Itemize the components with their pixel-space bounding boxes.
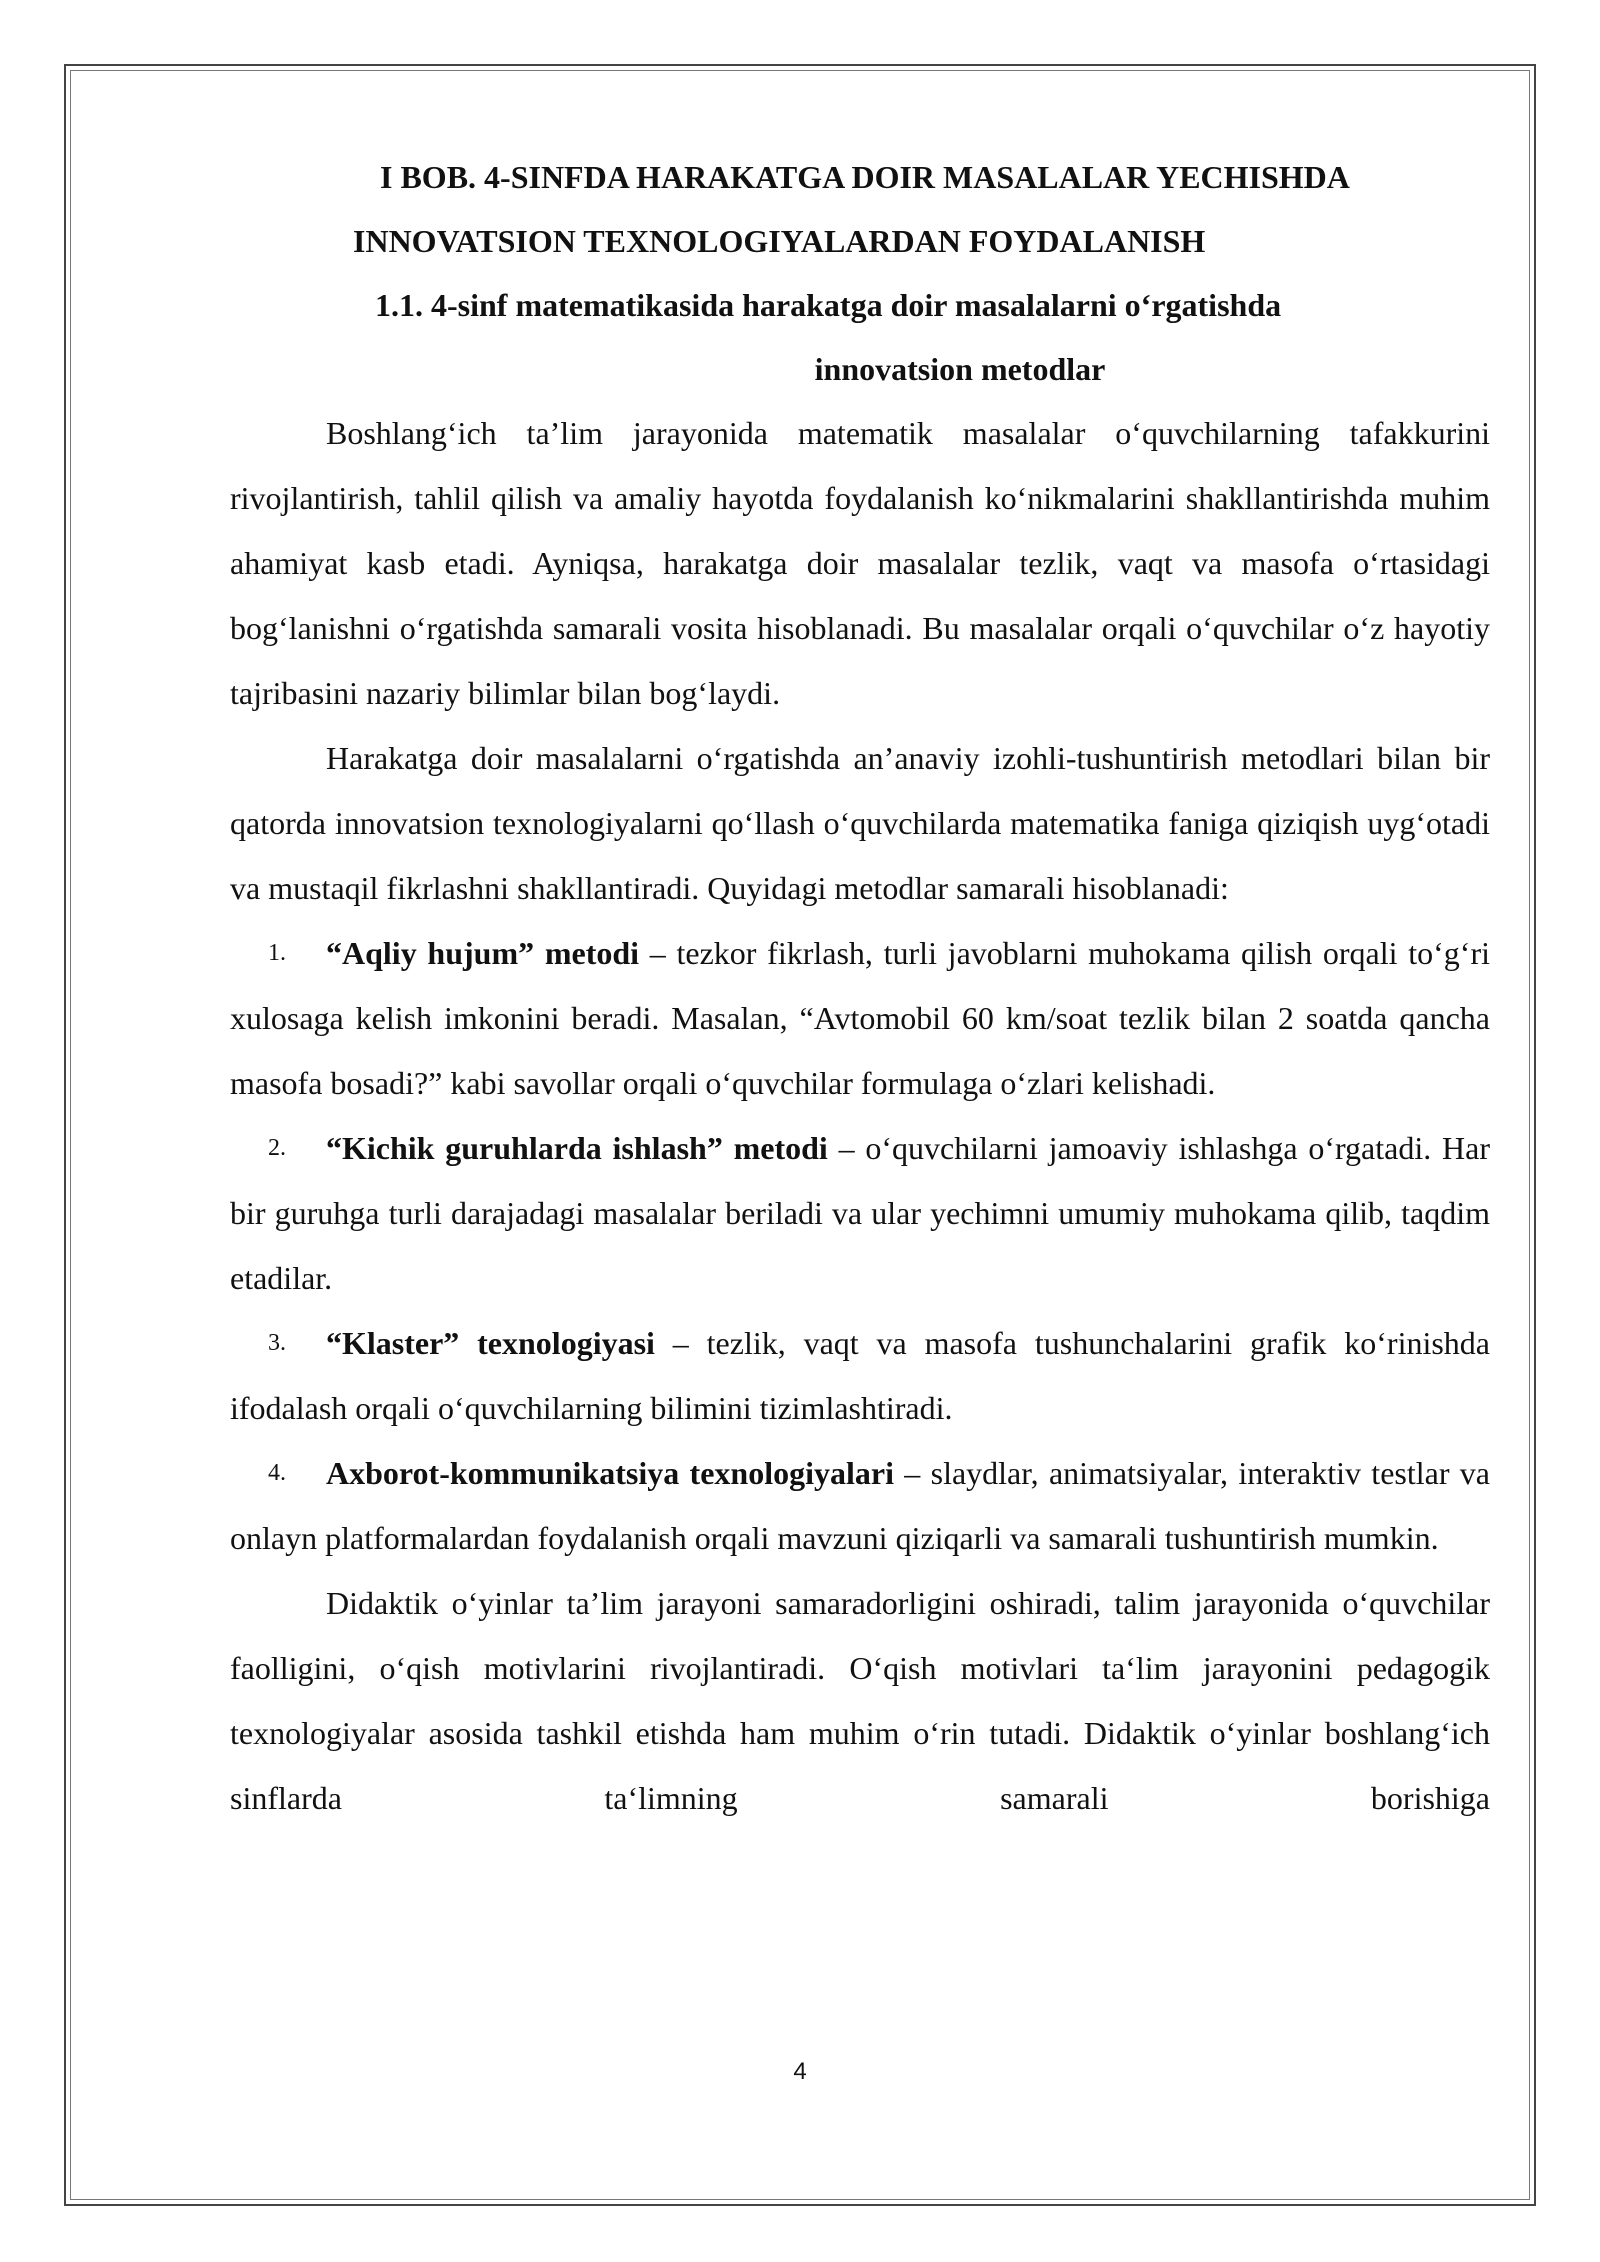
list-item-text: – tezkor fikrlash, turli javoblarni muhokama qilish orqali to‘g‘ri xulosaga kelish imkonini beradi. Masalan, “Avtomobil 60 km/soat tezlik bilan 2 soatda qancha masofa bosadi?” kabi savollar orqali o‘quvchilar formulaga o‘zlari kelishadi. <box>230 935 1491 1101</box>
list-item-number: 4. <box>268 1460 286 1486</box>
list-item <box>230 1116 1490 1311</box>
list-item <box>230 1311 1490 1441</box>
list-item-number: 2. <box>268 1135 286 1161</box>
section-title <box>230 273 1490 401</box>
paragraph-methods: Harakatga doir masalalarni o‘rgatishda an’anaviy izohli-tushuntirish metodlari bilan bir qatorda innovatsion texnologiyalarni qo‘llash o‘quvchilarda matematika faniga qiziqish uyg‘otadi va mustaqil fikrlashni shakllantiradi. Quyidagi metodlar samarali hisoblanadi: <box>230 740 1490 906</box>
list-item-text: – tezlik, vaqt va masofa tushunchalarini grafik ko‘rinishda ifodalash orqali o‘quvchilarning bilimini tizimlashtiradi. <box>230 1325 1491 1426</box>
paragraph-closing: Didaktik o‘yinlar ta’lim jarayoni samaradorligini oshiradi, talim jarayonida o‘quvchilar faolligini, o‘qish motivlarini rivojlantiradi. O‘qish motivlari ta‘lim jarayonini pedagogik texnologiyalar asosida tashkil etishda ham muhim o‘rin tutadi. Didaktik o‘yinlar boshlang‘ich sinflarda ta‘limning samarali borishiga <box>230 1585 1490 1816</box>
section-title-line-1: 1.1. 4-sinf matematikasida harakatga doir masalalarni o‘rgatishda <box>375 287 1282 323</box>
page-number: 4 <box>793 2058 807 2085</box>
section-title-line-2: innovatsion metodlar <box>814 351 1106 387</box>
paragraph-intro: Boshlang‘ich ta’lim jarayonida matematik masalalar o‘quvchilarning tafakkurini rivojlantirish, tahlil qilish va amaliy hayotda foydalanish ko‘nikmalarini shakllantirishda muhim ahamiyat kasb etadi. Ayniqsa, harakatga doir masalalar tezlik, vaqt va masofa o‘rtasidagi bog‘lanishni o‘rgatishda samarali vosita hisoblanadi. Bu masalalar orqali o‘quvchilar o‘z hayotiy tajribasini nazariy bilimlar bilan bog‘laydi. <box>230 415 1490 711</box>
list-item <box>230 1441 1490 1571</box>
list-item-text: – o‘quvchilarni jamoaviy ishlashga o‘rgatadi. Har bir guruhga turli darajadagi masalalar beriladi va ular yechimni umumiy muhokama qilib, taqdim etadilar. <box>230 1130 1491 1296</box>
document-page <box>230 145 1490 1831</box>
list-item <box>230 921 1490 1116</box>
list-item-number: 3. <box>268 1330 286 1356</box>
list-item-term: “Klaster” texnologiyasi <box>326 1325 655 1361</box>
list-item-term: “Aqliy hujum” metodi <box>326 935 640 971</box>
list-item-text: – slaydlar, animatsiyalar, interaktiv testlar va onlayn platformalardan foydalanish orqali mavzuni qiziqarli va samarali tushuntirish mumkin. <box>230 1455 1491 1556</box>
list-item-number: 1. <box>268 940 286 966</box>
list-item-term: Axborot-kommunikatsiya texnologiyalari <box>326 1455 894 1491</box>
chapter-title <box>230 145 1490 273</box>
list-item-term: “Kichik guruhlarda ishlash” metodi <box>326 1130 828 1166</box>
chapter-title-line-1: I BOB. 4-SINFDA HARAKATGA DOIR MASALALAR YECHISHDA <box>380 159 1350 195</box>
chapter-title-line-2: INNOVATSION TEXNOLOGIYALARDAN FOYDALANISH <box>353 223 1206 259</box>
